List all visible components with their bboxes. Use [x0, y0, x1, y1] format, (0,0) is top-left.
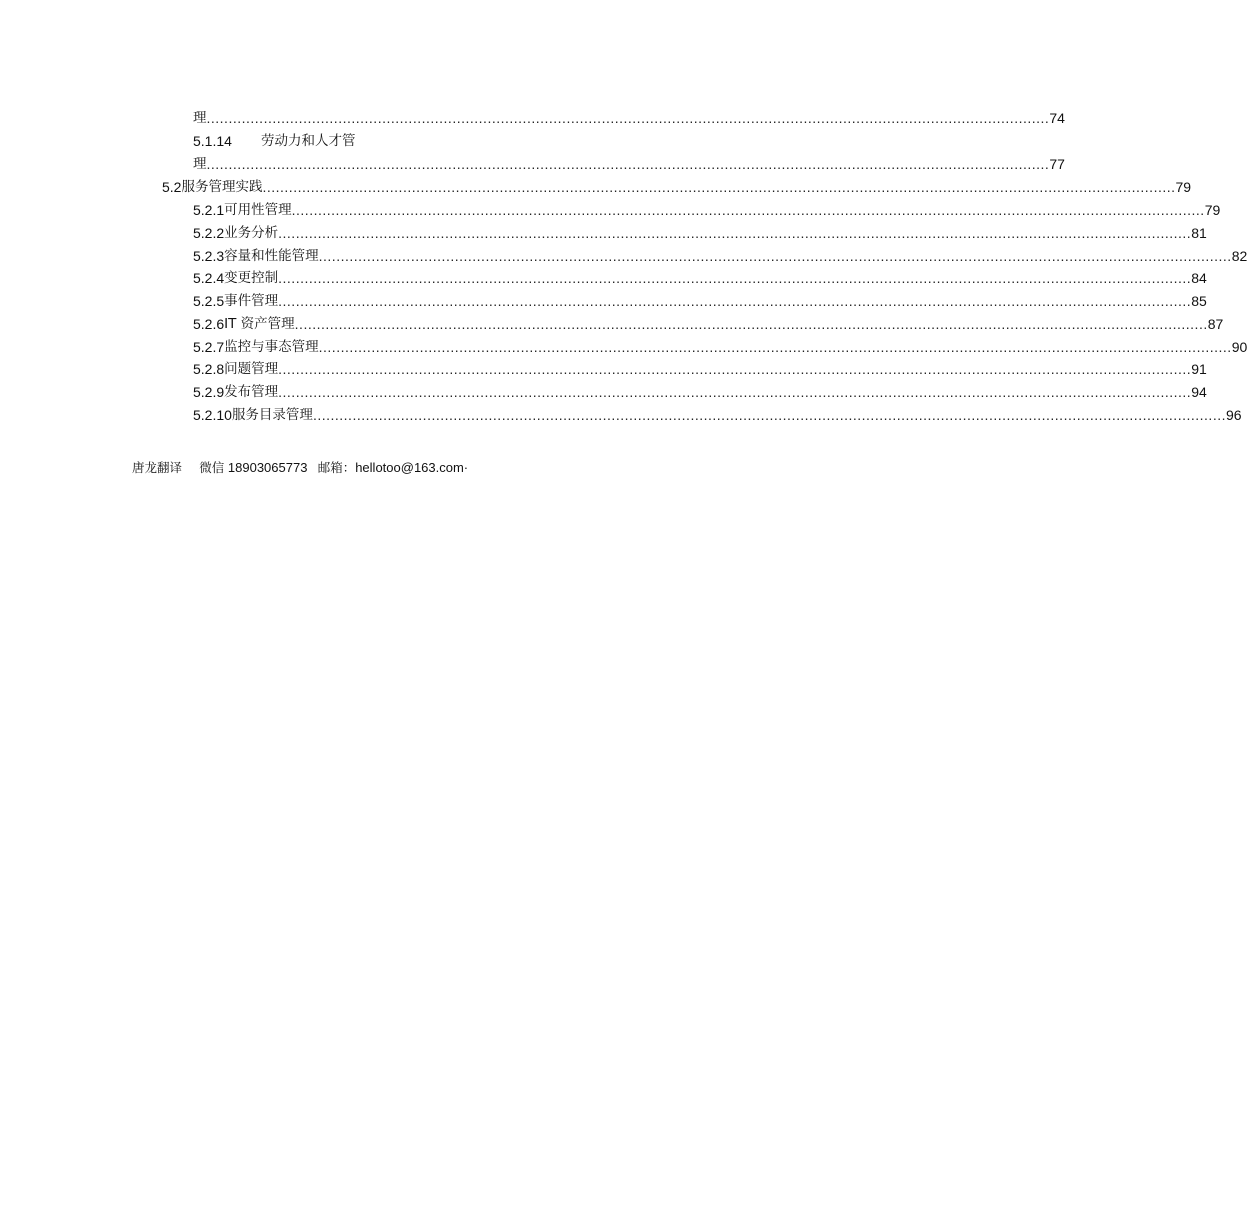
toc-leader-dots: ................................................................................................................................................................................................	[206, 156, 1050, 172]
toc-entry-number: 5.2.6	[193, 316, 225, 332]
toc-page-number: 85	[1191, 293, 1207, 309]
toc-entry-5-1-14[interactable]	[193, 131, 393, 151]
toc-entry-title: 理	[193, 156, 207, 172]
toc-entry-number: 5.1.14	[193, 133, 232, 149]
toc-entry-number: 5.2.2	[193, 225, 225, 241]
toc-leader-dots: ................................................................................................................................................................................................................	[262, 179, 1176, 195]
toc-page-number: 87	[1207, 316, 1224, 332]
footer-email[interactable]: hellotoo@163.com·	[355, 460, 469, 475]
toc-entry-5-2-1[interactable]	[193, 200, 1221, 220]
toc-leader-dots: ................................................................................................................................................................................................	[206, 110, 1050, 126]
toc-leader-dots: ................................................................................................................................................................................................................	[278, 270, 1192, 286]
toc-entry-number: 5.2.1	[193, 202, 225, 218]
toc-leader-dots: ................................................................................................................................................................................................................	[278, 384, 1192, 400]
toc-entry-title: 业务分析	[224, 225, 279, 241]
toc-entry-continuation-74[interactable]	[193, 108, 1065, 128]
toc-leader-dots: ................................................................................................................................................................................................................	[318, 248, 1232, 264]
toc-entry-5-2-2[interactable]	[193, 223, 1207, 243]
toc-page-number: 91	[1191, 361, 1207, 377]
toc-entry-title: 变更控制	[224, 270, 279, 286]
toc-leader-dots: ................................................................................................................................................................................................................	[312, 407, 1226, 423]
toc-leader-dots: ................................................................................................................................................................................................................	[278, 361, 1192, 377]
toc-entry-title: 容量和性能管理	[224, 248, 319, 264]
toc-entry-title: 理	[193, 110, 207, 126]
toc-leader-dots: ................................................................................................................................................................................................................	[294, 316, 1208, 332]
toc-page-number: 82	[1231, 248, 1247, 264]
toc-page-number: 79	[1204, 202, 1221, 218]
toc-entry-title: 问题管理	[224, 361, 279, 377]
toc-entry-number: 5.2.4	[193, 270, 225, 286]
toc-page-number: 90	[1231, 339, 1247, 355]
toc-entry-5-2-4[interactable]	[193, 268, 1207, 288]
toc-entry-5-2-6[interactable]	[193, 314, 1224, 334]
toc-leader-dots: ................................................................................................................................................................................................................	[278, 225, 1192, 241]
toc-entry-number: 5.2.3	[193, 248, 225, 264]
toc-entry-title: IT 资产管理	[224, 316, 295, 332]
footer-email-label: 邮箱：	[317, 460, 356, 475]
toc-entry-number: 5.2.5	[193, 293, 225, 309]
toc-entry-title: 服务目录管理	[231, 407, 313, 423]
toc-entry-title: 发布管理	[224, 384, 279, 400]
toc-entry-5-2-5[interactable]	[193, 291, 1207, 311]
footer-wechat-number: 18903065773	[227, 460, 308, 475]
toc-entry-title: 劳动力和人才管	[261, 133, 356, 149]
toc-entry-5-2[interactable]	[162, 177, 1192, 197]
toc-page-number: 74	[1049, 110, 1065, 126]
toc-entry-number: 5.2	[162, 179, 182, 195]
footer-wechat-label: 微信	[199, 460, 225, 475]
toc-entry-5-2-3[interactable]	[193, 246, 1247, 266]
toc-page-number: 77	[1049, 156, 1065, 172]
toc-page-number: 94	[1191, 384, 1207, 400]
toc-entry-title: 事件管理	[224, 293, 279, 309]
toc-entry-5-2-8[interactable]	[193, 359, 1207, 379]
toc-entry-title: 服务管理实践	[181, 179, 263, 195]
toc-page-number: 84	[1191, 270, 1207, 286]
toc-page-number: 79	[1175, 179, 1192, 195]
toc-leader-dots: ................................................................................................................................................................................................................	[318, 339, 1232, 355]
toc-entry-number: 5.2.7	[193, 339, 225, 355]
toc-entry-continuation-77[interactable]	[193, 154, 1065, 174]
footer-translator: 唐龙翻译	[132, 460, 183, 475]
toc-entry-title: 可用性管理	[224, 202, 292, 218]
toc-page-number: 81	[1191, 225, 1207, 241]
toc-entry-5-2-9[interactable]	[193, 382, 1207, 402]
toc-entry-title: 监控与事态管理	[224, 339, 319, 355]
toc-page-number: 96	[1225, 407, 1242, 423]
toc-leader-dots: ................................................................................................................................................................................................................	[291, 202, 1205, 218]
page-footer	[132, 458, 468, 478]
toc-leader-dots: ................................................................................................................................................................................................................	[278, 293, 1192, 309]
toc-entry-5-2-7[interactable]	[193, 337, 1247, 357]
toc-entry-number: 5.2.8	[193, 361, 225, 377]
toc-entry-number: 5.2.10	[193, 407, 232, 423]
toc-entry-5-2-10[interactable]	[193, 405, 1242, 425]
toc-entry-number: 5.2.9	[193, 384, 225, 400]
